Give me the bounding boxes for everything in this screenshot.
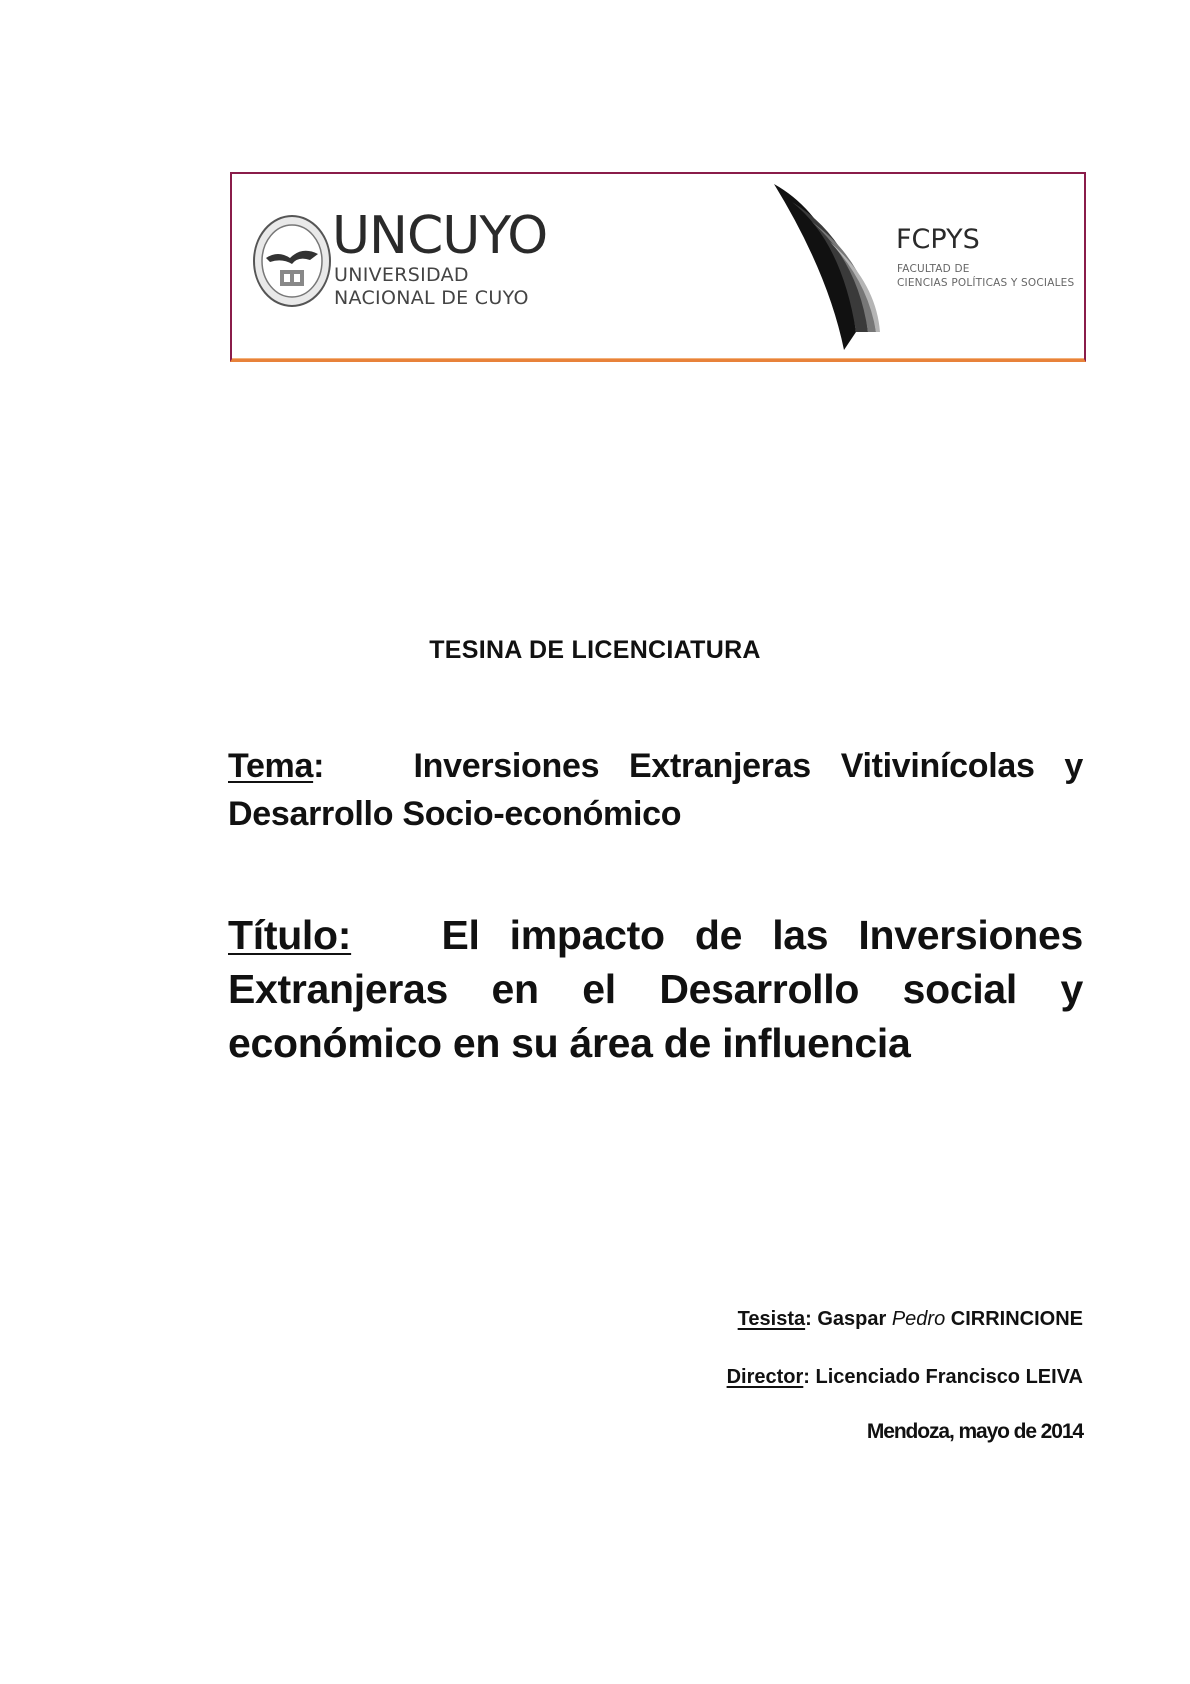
titulo-label: Título: [228, 912, 352, 958]
faculty-sail-logo-icon [772, 182, 882, 352]
tesista-line: Tesista: Gaspar Pedro CIRRINCIONE [737, 1308, 1083, 1330]
tesista-first-name: Gaspar [817, 1308, 887, 1330]
tesista-middle-name: Pedro [891, 1308, 946, 1330]
banner-accent-line [232, 358, 1084, 359]
tesista-last-name: CIRRINCIONE [950, 1308, 1083, 1330]
university-seal-icon [252, 214, 332, 308]
tema-block: Tema: Inversiones Extranjeras Vitivinícolas y Desarrollo Socio-económico [228, 747, 1083, 833]
header-banner [230, 172, 1086, 362]
place-date: Mendoza, mayo de 2014 [866, 1420, 1083, 1443]
director-name: Licenciado Francisco LEIVA [815, 1366, 1083, 1388]
document-type: TESINA DE LICENCIATURA [429, 636, 761, 664]
faculty-line-2: CIENCIAS POLÍTICAS Y SOCIALES [897, 277, 1075, 289]
tema-text: Inversiones Extranjeras Vitivinícolas y Desarrollo Socio-económico [228, 747, 1083, 833]
tesista-label: Tesista [737, 1308, 806, 1330]
tema-label: Tema [228, 747, 314, 785]
faculty-name: FCPYS [896, 224, 980, 255]
director-label: Director [726, 1366, 804, 1388]
director-line: Director: Licenciado Francisco LEIVA [726, 1366, 1083, 1388]
faculty-subtitle [897, 262, 1074, 290]
university-line-1: UNIVERSIDAD [334, 264, 469, 286]
titulo-text: El impacto de las Inversiones Extranjeras en el Desarrollo social y económico en su área de influencia [228, 912, 1083, 1066]
faculty-line-1: FACULTAD DE [897, 263, 970, 275]
university-line-2: NACIONAL DE CUYO [334, 287, 529, 309]
titulo-block [228, 908, 1083, 1070]
university-subtitle [334, 264, 529, 310]
university-name: UNCUYO [332, 206, 548, 266]
